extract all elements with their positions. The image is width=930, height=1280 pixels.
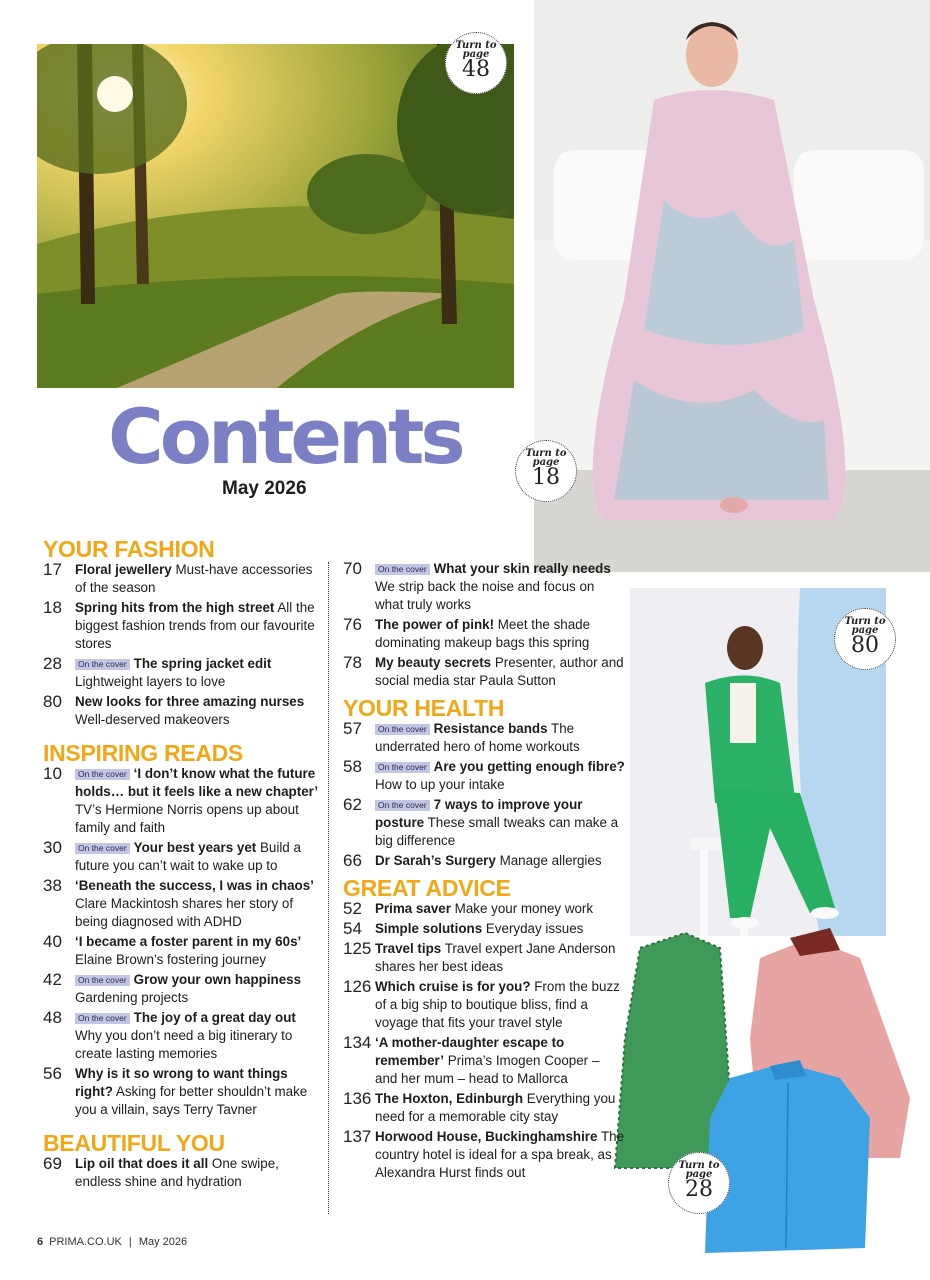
entry-page-number: 126 xyxy=(343,977,372,996)
contents-entry[interactable] xyxy=(343,720,625,756)
contents-entry[interactable] xyxy=(43,1155,323,1191)
section-heading: YOUR FASHION xyxy=(43,536,215,562)
contents-entry[interactable] xyxy=(343,758,625,794)
entry-title: The spring jacket edit xyxy=(133,656,272,671)
contents-entry[interactable] xyxy=(343,1090,625,1126)
entry-description: Meet the shade dominating makeup bags this spring xyxy=(375,617,591,650)
on-the-cover-badge: On the cover xyxy=(375,724,430,735)
entry-page-number: 52 xyxy=(343,899,362,918)
entry-description: Everyday issues xyxy=(485,921,584,936)
entry-description: Make your money work xyxy=(454,901,594,916)
entry-description: One swipe, endless shine and hydration xyxy=(75,1156,279,1189)
on-the-cover-badge: On the cover xyxy=(75,1013,130,1024)
contents-entry[interactable] xyxy=(343,920,625,938)
entry-description: Build a future you can’t wait to wake up to xyxy=(75,840,301,873)
entry-page-number: 70 xyxy=(343,559,362,578)
entry-page-number: 54 xyxy=(343,919,362,938)
page-footer xyxy=(37,1236,187,1248)
entry-title: Simple solutions xyxy=(375,921,483,936)
entry-title: Why is it so wrong to want things right? xyxy=(75,1066,288,1099)
entry-description: These small tweaks can make a big difference xyxy=(375,815,619,848)
entry-page-number: 57 xyxy=(343,719,362,738)
contents-entry[interactable] xyxy=(343,796,625,850)
contents-entry[interactable] xyxy=(343,560,625,614)
entry-description: TV’s Hermione Norris opens up about family and faith xyxy=(75,802,299,835)
on-the-cover-badge: On the cover xyxy=(375,762,430,773)
entry-page-number: 134 xyxy=(343,1033,372,1052)
entry-page-number: 66 xyxy=(343,851,362,870)
entry-page-number: 69 xyxy=(43,1154,62,1173)
entry-page-number: 58 xyxy=(343,757,362,776)
turn-label: Turn to page xyxy=(844,616,886,636)
entry-title: The Hoxton, Edinburgh xyxy=(375,1091,524,1106)
contents-entry[interactable] xyxy=(43,599,323,653)
contents-entry[interactable] xyxy=(43,655,323,691)
entry-description: Clare Mackintosh shares her story of being diagnosed with ADHD xyxy=(75,896,294,929)
on-the-cover-badge: On the cover xyxy=(375,564,430,575)
entry-page-number: 28 xyxy=(43,654,62,673)
contents-entry[interactable] xyxy=(43,1009,323,1063)
contents-entry[interactable] xyxy=(43,933,323,969)
contents-entry[interactable] xyxy=(343,654,625,690)
entry-title: 7 ways to improve your posture xyxy=(375,797,583,830)
turn-badge-80[interactable] xyxy=(834,608,896,670)
contents-entry[interactable] xyxy=(343,852,625,870)
entry-description: Presenter, author and social media star Paula Sutton xyxy=(375,655,624,688)
turn-badge-18[interactable] xyxy=(515,440,577,502)
middle-column xyxy=(343,560,625,1184)
entry-title: What your skin really needs xyxy=(433,561,611,576)
entry-page-number: 18 xyxy=(43,598,62,617)
entry-title: My beauty secrets xyxy=(375,655,492,670)
turn-label: Turn to page xyxy=(455,40,497,60)
entry-page-number: 76 xyxy=(343,615,362,634)
entry-page-number: 56 xyxy=(43,1064,62,1083)
entry-description: Elaine Brown’s fostering journey xyxy=(75,952,267,967)
entry-description: Prima’s Imogen Cooper – and her mum – head to Mallorca xyxy=(375,1053,600,1086)
turn-page-number: 48 xyxy=(462,57,490,82)
entry-title: The joy of a great day out xyxy=(133,1010,296,1025)
dress-photo xyxy=(534,0,930,572)
contents-entry[interactable] xyxy=(343,1128,625,1182)
contents-entry[interactable] xyxy=(343,616,625,652)
jackets-photo xyxy=(610,918,920,1270)
entry-title: Dr Sarah’s Surgery xyxy=(375,853,496,868)
left-column xyxy=(43,537,323,1193)
entry-description: Why you don’t need a big itinerary to create lasting memories xyxy=(75,1028,293,1061)
entry-description: All the biggest fashion trends from our favourite stores xyxy=(75,600,315,651)
entry-description: Everything you need for a memorable city stay xyxy=(375,1091,616,1124)
entry-title: ‘I don’t know what the future holds… but it feels like a new chapter’ xyxy=(75,766,319,799)
entry-description: The underrated hero of home workouts xyxy=(375,721,580,754)
footer-page-number: 6 xyxy=(37,1236,44,1248)
issue-date: May 2026 xyxy=(222,478,307,499)
entry-page-number: 125 xyxy=(343,939,372,958)
entry-description: The country hotel is ideal for a spa break, as Alexandra Hurst finds out xyxy=(375,1129,625,1180)
entry-description: Gardening projects xyxy=(75,990,189,1005)
contents-entry[interactable] xyxy=(43,971,323,1007)
page-title: Contents xyxy=(108,392,462,481)
entry-page-number: 48 xyxy=(43,1008,62,1027)
entry-title: Prima saver xyxy=(375,901,451,916)
entry-title: Travel tips xyxy=(375,941,442,956)
on-the-cover-badge: On the cover xyxy=(75,769,130,780)
entry-title: Spring hits from the high street xyxy=(75,600,275,615)
entry-page-number: 80 xyxy=(43,692,62,711)
entry-description: Asking for better shouldn’t make you a villain, says Terry Tavner xyxy=(75,1084,308,1117)
contents-entry[interactable] xyxy=(43,561,323,597)
entry-description: How to up your intake xyxy=(375,777,505,792)
on-the-cover-badge: On the cover xyxy=(75,843,130,854)
section-heading: YOUR HEALTH xyxy=(343,695,505,721)
section-heading: BEAUTIFUL YOU xyxy=(43,1130,225,1156)
entry-title: Are you getting enough fibre? xyxy=(433,759,625,774)
landscape-photo xyxy=(37,44,514,388)
entry-title: ‘Beneath the success, I was in chaos’ xyxy=(75,878,314,893)
contents-entry[interactable] xyxy=(43,693,323,729)
section-heading: INSPIRING READS xyxy=(43,740,243,766)
entry-description: From the buzz of a big ship to boutique bliss, find a voyage that fits your travel style xyxy=(375,979,620,1030)
entry-title: The power of pink! xyxy=(375,617,495,632)
turn-label: Turn to page xyxy=(678,1160,720,1180)
entry-title: Floral jewellery xyxy=(75,562,172,577)
section-heading: GREAT ADVICE xyxy=(343,875,511,901)
turn-page-number: 18 xyxy=(532,465,560,490)
on-the-cover-badge: On the cover xyxy=(75,659,130,670)
entry-description: Well-deserved makeovers xyxy=(75,712,230,727)
entry-title: ‘I became a foster parent in my 60s’ xyxy=(75,934,302,949)
entry-title: Which cruise is for you? xyxy=(375,979,531,994)
footer-separator: | xyxy=(128,1236,132,1248)
entry-description: We strip back the noise and focus on what truly works xyxy=(375,579,595,612)
entry-page-number: 78 xyxy=(343,653,362,672)
entry-description: Travel expert Jane Anderson shares her best ideas xyxy=(375,941,616,974)
entry-description: Manage allergies xyxy=(499,853,602,868)
entry-title: Lip oil that does it all xyxy=(75,1156,209,1171)
entry-title: ‘A mother-daughter escape to remember’ xyxy=(375,1035,565,1068)
on-the-cover-badge: On the cover xyxy=(375,800,430,811)
contents-entry[interactable] xyxy=(43,839,323,875)
contents-entry[interactable] xyxy=(343,900,625,918)
contents-entry[interactable] xyxy=(343,940,625,976)
footer-date: May 2026 xyxy=(138,1236,188,1248)
column-divider xyxy=(328,562,329,1214)
entry-page-number: 10 xyxy=(43,764,62,783)
footer-site[interactable]: PRIMA.CO.UK xyxy=(49,1236,122,1248)
entry-page-number: 30 xyxy=(43,838,62,857)
contents-entry[interactable] xyxy=(343,978,625,1032)
contents-entry[interactable] xyxy=(343,1034,625,1088)
entry-page-number: 38 xyxy=(43,876,62,895)
contents-entry[interactable] xyxy=(43,877,323,931)
entry-page-number: 17 xyxy=(43,560,62,579)
entry-title: Your best years yet xyxy=(133,840,257,855)
turn-label: Turn to page xyxy=(525,448,567,468)
turn-badge-28[interactable] xyxy=(668,1152,730,1214)
entry-page-number: 40 xyxy=(43,932,62,951)
contents-entry[interactable] xyxy=(43,1065,323,1119)
entry-description: Must-have accessories of the season xyxy=(75,562,313,595)
entry-page-number: 137 xyxy=(343,1127,372,1146)
on-the-cover-badge: On the cover xyxy=(75,975,130,986)
entry-title: Grow your own happiness xyxy=(133,972,302,987)
turn-page-number: 80 xyxy=(851,633,879,658)
entry-page-number: 42 xyxy=(43,970,62,989)
entry-title: Resistance bands xyxy=(433,721,548,736)
turn-page-number: 28 xyxy=(685,1177,713,1202)
turn-badge-48[interactable] xyxy=(445,32,507,94)
entry-description: Lightweight layers to love xyxy=(75,674,226,689)
entry-page-number: 136 xyxy=(343,1089,372,1108)
entry-title: New looks for three amazing nurses xyxy=(75,694,305,709)
entry-page-number: 62 xyxy=(343,795,362,814)
entry-title: Horwood House, Buckinghamshire xyxy=(375,1129,598,1144)
contents-entry[interactable] xyxy=(43,765,323,837)
